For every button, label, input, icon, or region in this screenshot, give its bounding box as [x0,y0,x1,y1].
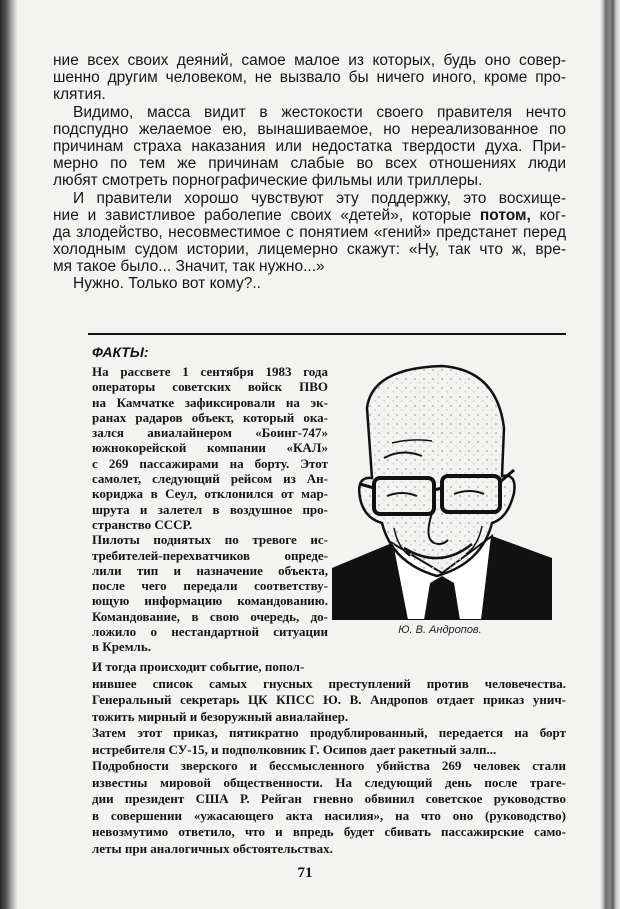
facts-line: кориджа в Сеул, отклонился от мар- [92,486,328,502]
text-line: Видимо, масса видит в жестокости своего правителя нечто [73,103,566,121]
facts-line: на Камчатке зафиксировали на эк- [92,394,328,410]
text-line [53,207,566,224]
main-text [53,52,566,293]
facts-line: с 269 пассажирами на борту. Этот [92,455,328,471]
text-line: ние всех своих деяний, самое малое из которых, будь оно совер- [53,52,566,69]
text-line: причинам страха наказания или недостатка твердости духа. При- [53,137,566,155]
facts-line: На рассвете 1 сентября 1983 года [92,364,328,379]
facts-line: после чего передали соответству- [92,578,328,594]
facts-line: дии президент США Р. Рейган гневно обвинил советское руководство [92,791,566,806]
facts-line: шрута и залетел в воздушное про- [92,501,328,517]
text-line: да злодейство, несовместимое с понятием «гений» предстанет перед [53,223,566,241]
text-line: любят смотреть порнографические фильмы или триллеры. [53,172,483,190]
facts-line: в Кремль. [92,639,151,655]
facts-line: ложило о нестандартной ситуации [92,624,328,640]
text-line: Нужно. Только вот кому?.. [73,275,261,293]
page-number: 71 [297,865,313,881]
facts-line: леты при аналогичных обстоятельствах. [92,840,333,856]
facts-line: ющую информацию командованию. [92,593,328,609]
facts-line: в совершении «ужасающего акта насилия», на что оно (руководство) [92,807,566,823]
facts-line: истребителя СУ-15, и подполковник Г. Осипов дает ракетный залп... [92,741,497,757]
text-segment: ние и завистливое раболепие своих «детей», которые [53,206,480,224]
facts-line: требителей-перехватчиков опреде- [92,547,328,563]
facts-line: тожить мирный и безоружный авиалайнер. [92,708,349,724]
facts-line: Командование, в свою очередь, до- [92,608,328,624]
facts-line: невозмутимо ответило, что и впредь будет сбивать пассажирские само- [92,824,566,839]
portrait-caption: Ю. В. Андропов. [398,624,482,636]
facts-line: известны мировой общественности. На следующий день после траге- [92,774,566,790]
text-line: мя такое было... Значит, так нужно...» [53,258,325,276]
facts-line: ранах радаров объект, который ока- [92,409,328,425]
text-line: клятия. [53,86,106,104]
facts-line: зался авиалайнером «Боинг-747» [92,425,328,441]
text-line: И правители хорошо чувствуют эту поддержку, это восхище- [73,189,566,207]
facts-line: Генеральный секретарь ЦК КПСС Ю. В. Андропов отдает приказ унич- [92,692,566,707]
facts-line: странство СССР. [92,516,193,532]
facts-line: нившее список самых гнусных преступлений против человечества. [92,675,566,691]
text-segment: ког- [530,206,566,224]
text-line: подспудно желаемое ею, вынашиваемое, но нереализованное по [53,120,566,138]
facts-line: операторы советских войск ПВО [92,379,328,395]
facts-heading: ФАКТЫ: [92,344,149,360]
facts-column [92,364,328,655]
facts-line: И тогда происходит событие, попол- [92,659,305,674]
facts-line: Затем этот приказ, пятикратно продублированный, передается на борт [92,725,566,740]
section-divider [88,333,566,335]
facts-line: самолет, следующий рейсом из Ан- [92,471,328,487]
text-line: холодным судом истории, лицемерно скажут: «Ну, так что ж, вре- [53,241,566,259]
bold-word: потом, [479,206,531,224]
text-line: шенно другим человеком, не вызвало бы ничего иного, кроме про- [53,69,566,87]
scan-right-edge [600,0,620,909]
facts-continued [92,659,566,857]
portrait-illustration [332,358,552,620]
scan-left-edge [0,0,18,909]
facts-line: Пилоты поднятых по тревоге ис- [92,532,328,548]
facts-line: Подробности зверского и бессмысленного убийства 269 человек стали [92,758,566,773]
facts-line: лили тип и назначение объекта, [92,562,328,578]
facts-line: южнокорейской компании «КАЛ» [92,440,328,456]
text-line: мерно по тем же причинам слабые во всех отношениях люди [53,155,566,173]
